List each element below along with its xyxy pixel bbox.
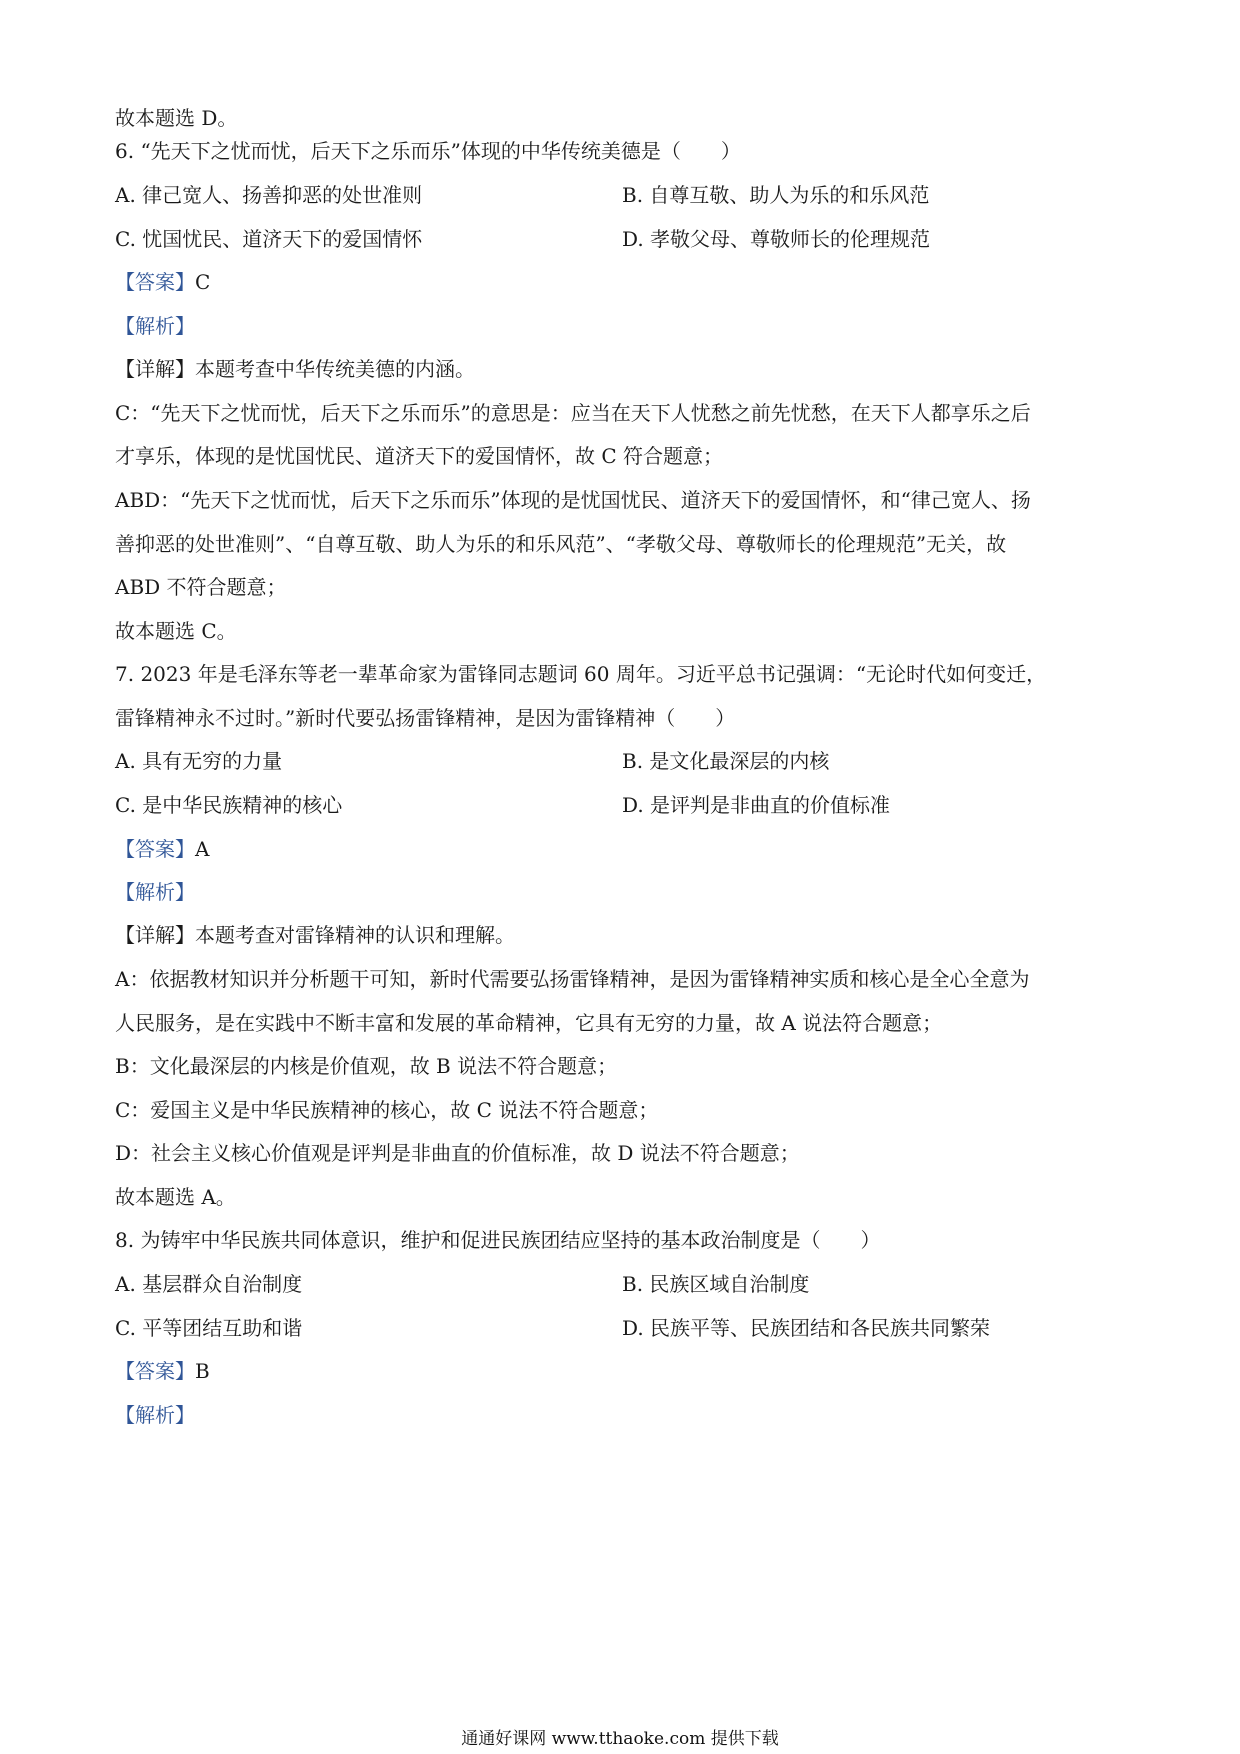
q7-option-c: C. 是中华民族精神的核心 (115, 793, 343, 817)
answer-tag: 【答案】 (115, 837, 195, 861)
q6-line-4: 善抑恶的处世准则”、“自尊互敬、助人为乐的和乐风范”、“孝敬父母、尊敬师长的伦理规范”无关，故 (115, 532, 1007, 556)
q7-line-4: C：爱国主义是中华民族精神的核心，故 C 说法不符合题意； (115, 1098, 659, 1122)
q6-line-1: C：“先天下之忧而忧，后天下之乐而乐”的意思是：应当在天下人忧愁之前先忧愁，在天下人都享乐之后 (115, 401, 1031, 425)
q7-line-5: D：社会主义核心价值观是评判是非曲直的价值标准，故 D 说法不符合题意； (115, 1141, 800, 1165)
q7-option-a: A. 具有无穷的力量 (115, 749, 283, 773)
answer-tag: 【答案】 (115, 1359, 195, 1383)
q8-answer (115, 1357, 210, 1385)
q8-option-a: A. 基层群众自治制度 (115, 1272, 303, 1296)
detail-tag: 【详解】 (115, 923, 195, 947)
q6-option-d: D. 孝敬父母、尊敬师长的伦理规范 (622, 227, 931, 251)
q6-option-a: A. 律己宽人、扬善抑恶的处世准则 (115, 183, 423, 207)
q6-line-2: 才享乐，体现的是忧国忧民、道济天下的爱国情怀，故 C 符合题意； (115, 444, 724, 468)
q6-detail (115, 355, 475, 383)
q8-option-d: D. 民族平等、民族团结和各民族共同繁荣 (622, 1316, 991, 1340)
q6-line-5: ABD 不符合题意； (115, 575, 287, 599)
q7-detail-text: 本题考查对雷锋精神的认识和理解。 (195, 923, 515, 947)
q6-option-b: B. 自尊互敬、助人为乐的和乐风范 (622, 183, 930, 207)
answer-tag: 【答案】 (115, 270, 195, 294)
q7-option-b: B. 是文化最深层的内核 (622, 749, 830, 773)
q7-conclusion: 故本题选 A。 (115, 1185, 236, 1209)
q6-conclusion: 故本题选 C。 (115, 619, 237, 643)
q6-option-c: C. 忧国忧民、道济天下的爱国情怀 (115, 227, 423, 251)
q7-option-d: D. 是评判是非曲直的价值标准 (622, 793, 891, 817)
q6-analysis (115, 312, 195, 340)
q5-conclusion: 故本题选 D。 (115, 106, 238, 130)
q6-answer-value: C (195, 270, 211, 294)
q8-answer-value: B (195, 1359, 210, 1383)
q6-detail-text: 本题考查中华传统美德的内涵。 (195, 357, 475, 381)
analysis-tag: 【解析】 (115, 1403, 195, 1427)
q8-option-b: B. 民族区域自治制度 (622, 1272, 810, 1296)
analysis-tag: 【解析】 (115, 880, 195, 904)
q7-line-2: 人民服务，是在实践中不断丰富和发展的革命精神，它具有无穷的力量，故 A 说法符合题意； (115, 1011, 943, 1035)
q6-stem: 6. “先天下之忧而忧，后天下之乐而乐”体现的中华传统美德是（ ） (115, 139, 741, 163)
q7-answer (115, 835, 209, 863)
q7-answer-value: A (195, 837, 210, 861)
q7-stem-line-2: 雷锋精神永不过时。”新时代要弘扬雷锋精神，是因为雷锋精神（ ） (115, 706, 736, 730)
q7-stem-line-1: 7. 2023 年是毛泽东等老一辈革命家为雷锋同志题词 60 周年。习近平总书记强调：“无论时代如何变迁， (115, 662, 1047, 686)
q7-line-1: A：依据教材知识并分析题干可知，新时代需要弘扬雷锋精神，是因为雷锋精神实质和核心是全心全意为 (115, 967, 1030, 991)
q7-analysis (115, 878, 195, 906)
q6-answer (115, 268, 210, 296)
q7-detail (115, 921, 515, 949)
q6-line-3: ABD：“先天下之忧而忧，后天下之乐而乐”体现的是忧国忧民、道济天下的爱国情怀，和“律己宽人、扬 (115, 488, 1031, 512)
q8-option-c: C. 平等团结互助和谐 (115, 1316, 303, 1340)
q8-analysis (115, 1401, 195, 1429)
q7-line-3: B：文化最深层的内核是价值观，故 B 说法不符合题意； (115, 1054, 618, 1078)
detail-tag: 【详解】 (115, 357, 195, 381)
analysis-tag: 【解析】 (115, 314, 195, 338)
page-footer: 通通好课网 www.tthaoke.com 提供下载 (461, 1729, 779, 1749)
q8-stem: 8. 为铸牢中华民族共同体意识，维护和促进民族团结应坚持的基本政治制度是（ ） (115, 1228, 881, 1252)
